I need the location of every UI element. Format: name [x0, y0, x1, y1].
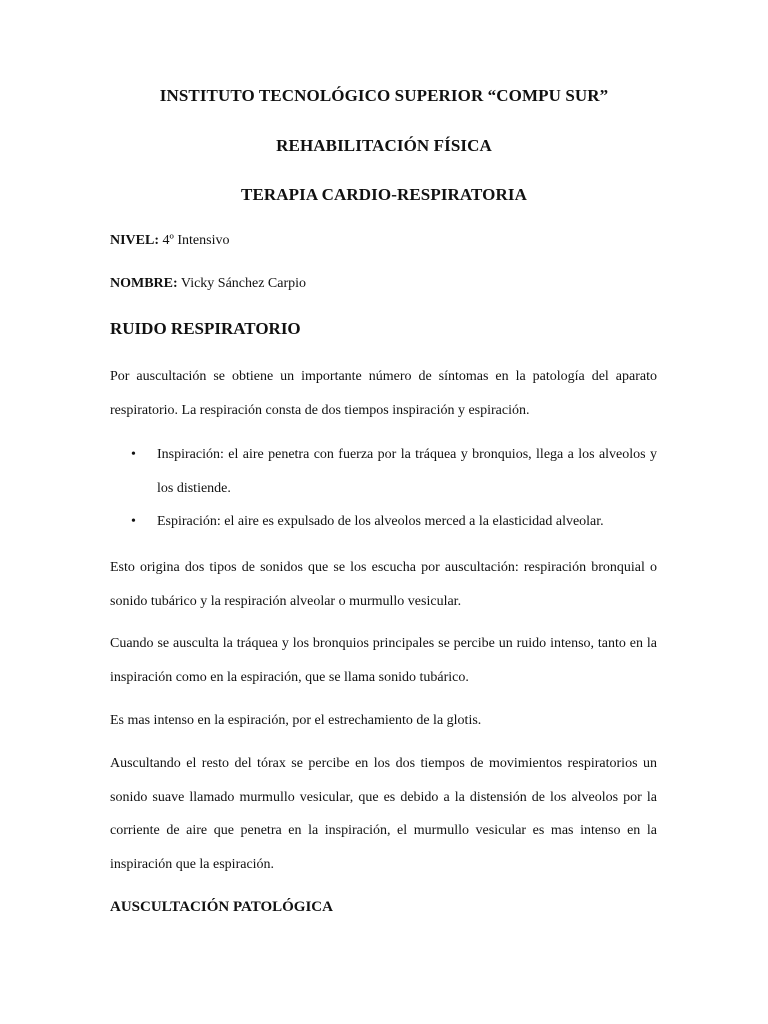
paragraph: Esto origina dos tipos de sonidos que se los escucha por auscultación: respiración bronquial o sonido tubárico y la respiración alveolar o murmullo vesicular.	[110, 560, 657, 609]
section-heading-auscultacion: AUSCULTACIÓN PATOLÓGICA	[110, 899, 333, 915]
intro-paragraph: Por auscultación se obtiene un importante número de síntomas en la patología del aparato respiratorio. La respiración consta de dos tiempos inspiración y espiración.	[110, 369, 657, 418]
name-value: Vicky Sánchez Carpio	[180, 276, 307, 291]
career-title: REHABILITACIÓN FÍSICA	[276, 136, 492, 155]
bullet-icon: •	[131, 514, 136, 529]
institution-title: INSTITUTO TECNOLÓGICO SUPERIOR “COMPU SUR”	[159, 86, 609, 105]
list-item	[110, 438, 657, 505]
breathing-phases-list	[110, 438, 657, 539]
bullet-icon: •	[131, 447, 136, 462]
paragraph: Es mas intenso en la espiración, por el estrechamiento de la glotis.	[110, 713, 482, 728]
list-item-text: Espiración: el aire es expulsado de los alveolos merced a la elasticidad alveolar.	[157, 514, 604, 529]
name-field	[110, 276, 306, 292]
list-item-text: Inspiración: el aire penetra con fuerza por la tráquea y bronquios, llega a los alveolos y los distiende.	[157, 447, 657, 496]
level-label: NIVEL:	[110, 233, 160, 248]
paragraph: Auscultando el resto del tórax se percibe en los dos tiempos de movimientos respiratorios un sonido suave llamado murmullo vesicular, que es debido a la distensión de los alveolos por la corriente de aire que penetra en la inspiración, el murmullo vesicular es mas intenso en la inspiración que la espiración.	[110, 756, 657, 872]
paragraph: Cuando se ausculta la tráquea y los bronquios principales se percibe un ruido intenso, tanto en la inspiración como en la espiración, que se llama sonido tubárico.	[110, 636, 657, 685]
list-item	[110, 505, 657, 539]
name-label: NOMBRE:	[110, 276, 178, 291]
level-field	[110, 233, 229, 249]
subject-title: TERAPIA CARDIO-RESPIRATORIA	[241, 185, 527, 204]
level-value: 4º Intensivo	[162, 233, 230, 248]
section-heading-ruido: RUIDO RESPIRATORIO	[110, 319, 301, 338]
